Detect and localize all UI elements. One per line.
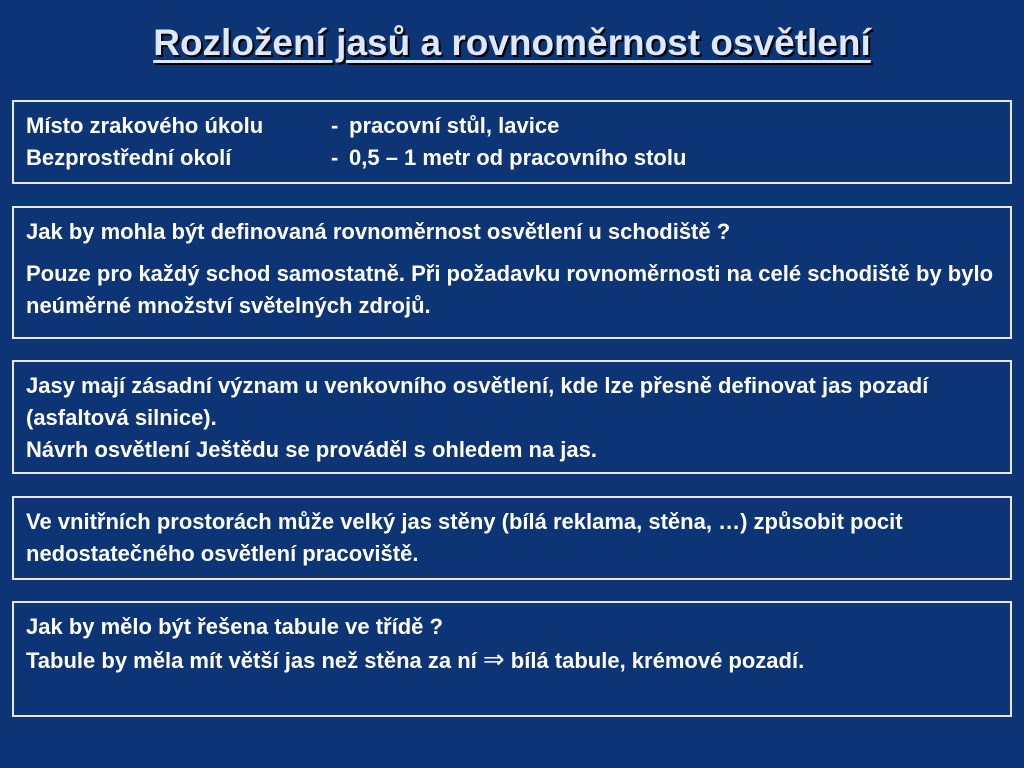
staircase-question: Jak by mohla být definovaná rovnoměrnost osvětlení u schodiště ? (26, 219, 731, 244)
blackboard-box (12, 601, 1012, 717)
outdoor-lighting-text: Jasy mají zásadní význam u venkovního osvětlení, kde lze přesně definovat jas pozadí (asfaltová silnice). (26, 373, 929, 430)
indoor-lighting-box (12, 496, 1012, 580)
definition-dash: - (331, 113, 339, 138)
jested-lighting-text: Návrh osvětlení Ještědu se prováděl s ohledem na jas. (26, 437, 598, 462)
staircase-box (12, 206, 1012, 339)
blackboard-answer (26, 643, 998, 677)
definition-label: Místo zrakového úkolu (26, 113, 264, 138)
definition-dash: - (331, 145, 339, 170)
outdoor-lighting-box (12, 360, 1012, 474)
blackboard-answer-end: bílá tabule, krémové pozadí. (504, 648, 805, 673)
definition-value: 0,5 – 1 metr od pracovního stolu (349, 145, 687, 170)
definition-label: Bezprostřední okolí (26, 145, 232, 170)
definition-value: pracovní stůl, lavice (349, 113, 560, 138)
implies-arrow-icon: ⇒ (482, 644, 505, 674)
staircase-answer: Pouze pro každý schod samostatně. Při požadavku rovnoměrnosti na celé schodiště by bylo neúměrné množství světelných zdrojů. (26, 261, 994, 318)
definition-row (26, 110, 998, 142)
blackboard-question: Jak by mělo být řešena tabule ve třídě ? (26, 614, 443, 639)
indoor-lighting-text: Ve vnitřních prostorách může velký jas stěny (bílá reklama, stěna, …) způsobit pocit nedostatečného osvětlení pracoviště. (26, 509, 903, 566)
slide-title: Rozložení jasů a rovnoměrnost osvětlení (153, 22, 871, 63)
definition-row (26, 142, 998, 174)
blackboard-answer-start: Tabule by měla mít větší jas než stěna za ní (26, 648, 483, 673)
definition-box (12, 100, 1012, 184)
